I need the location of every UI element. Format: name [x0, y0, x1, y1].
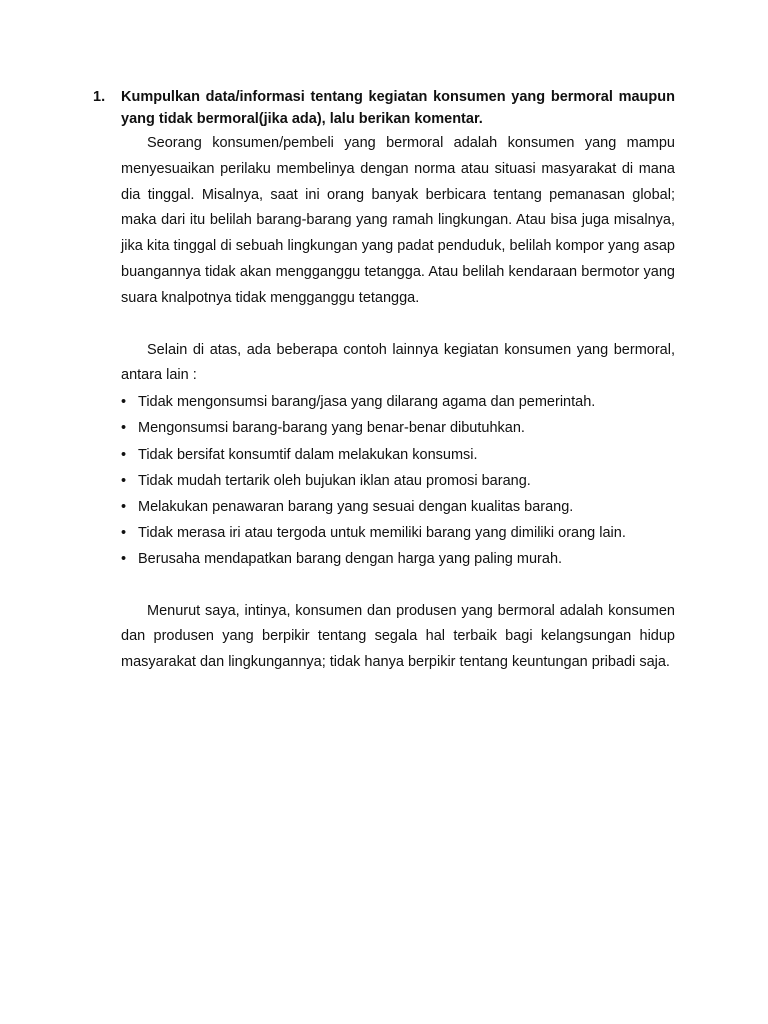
paragraph-spacer [121, 312, 675, 338]
list-item-text: Mengonsumsi barang-barang yang benar-benar dibutuhkan. [138, 420, 525, 437]
bullet-icon: • [121, 498, 127, 515]
list-item [121, 415, 675, 441]
list-item [121, 520, 675, 546]
paragraph-spacer [121, 573, 675, 599]
list-item [121, 494, 675, 520]
list-item-text: Tidak bersifat konsumtif dalam melakukan konsumsi. [138, 446, 478, 463]
answer-paragraph-3: Menurut saya, intinya, konsumen dan produsen yang bermoral adalah konsumen dan produsen yang berpikir tentang segala hal terbaik bagi kelangsungan hidup masyarakat dan lingkungannya; tidak hanya berpikir tentang keuntungan pribadi saja. [121, 602, 675, 671]
list-item-text: Tidak merasa iri atau tergoda untuk memiliki barang yang dimiliki orang lain. [138, 525, 626, 542]
bullet-icon: • [121, 420, 127, 437]
list-item [121, 389, 675, 415]
list-item [121, 546, 675, 572]
bullet-icon: • [121, 394, 127, 411]
example-list [121, 389, 675, 572]
question-number: 1. [93, 89, 106, 105]
bullet-icon: • [121, 551, 127, 568]
list-item-text: Berusaha mendapatkan barang dengan harga yang paling murah. [138, 551, 563, 568]
list-item [121, 468, 675, 494]
list-item [121, 442, 675, 468]
document-content [121, 86, 675, 676]
bullet-icon: • [121, 472, 127, 489]
bullet-icon: • [121, 446, 127, 463]
list-item-text: Tidak mengonsumsi barang/jasa yang dilarang agama dan pemerintah. [138, 394, 596, 411]
answer-paragraph-2: Selain di atas, ada beberapa contoh lainnya kegiatan konsumen yang bermoral, antara lain : [121, 341, 675, 384]
bullet-icon: • [121, 525, 127, 542]
answer-paragraph-1: Seorang konsumen/pembeli yang bermoral adalah konsumen yang mampu menyesuaikan perilaku membelinya dengan norma atau situasi masyarakat di mana dia tinggal. Misalnya, saat ini orang banyak berbicara tentang pemanasan global; maka dari itu belilah barang-barang yang ramah lingkungan. Atau bisa juga misalnya, jika kita tinggal di sebuah lingkungan yang padat penduduk, belilah kompor yang asap buangannya tidak akan mengganggu tetangga. Atau belilah kendaraan bermotor yang suara knalpotnya tidak mengganggu tetangga. [121, 135, 675, 306]
question-text: Kumpulkan data/informasi tentang kegiatan konsumen yang bermoral maupun yang tidak bermoral(jika ada), lalu berikan komentar. [121, 89, 675, 127]
list-item-text: Melakukan penawaran barang yang sesuai dengan kualitas barang. [138, 498, 574, 515]
list-item-text: Tidak mudah tertarik oleh bujukan iklan atau promosi barang. [138, 472, 531, 489]
